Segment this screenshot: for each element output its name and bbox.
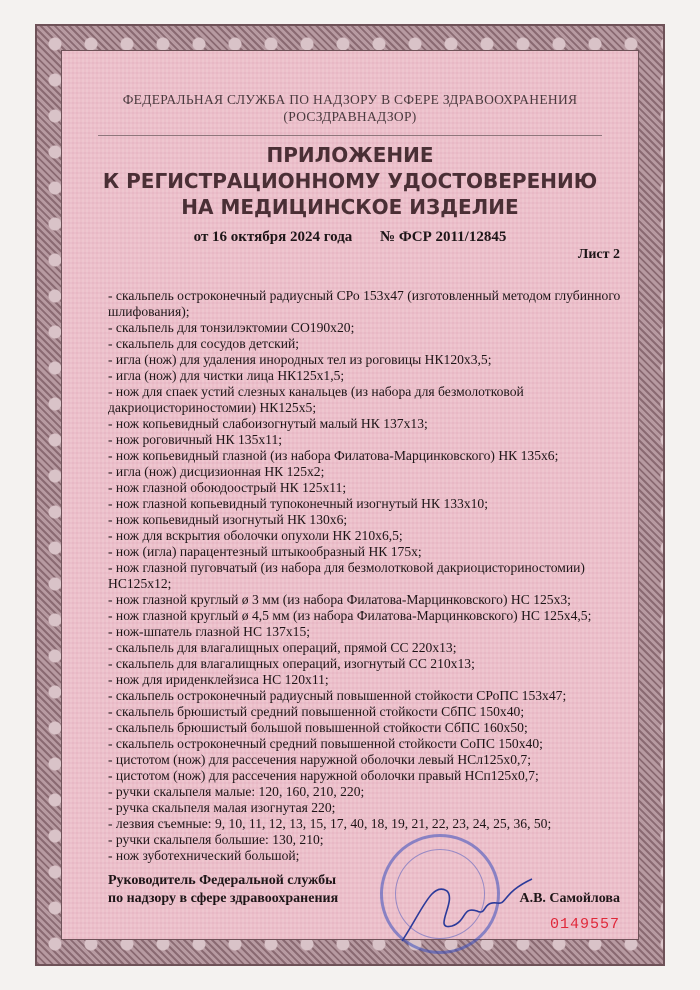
list-item: - ручки скальпеля малые: 120, 160, 210, 220;: [108, 784, 365, 799]
list-item: - нож зуботехнический большой;: [108, 848, 300, 863]
list-item: - лезвия съемные: 9, 10, 11, 12, 13, 15, 17, 40, 18, 19, 21, 22, 23, 24, 25, 36, 50;: [108, 816, 552, 831]
authority-abbreviation: (РОСЗДРАВНАДЗОР): [283, 109, 417, 124]
list-item: - скальпель для влагалищных операций, изогнутый СС 210х13;: [108, 656, 475, 671]
registration-number: № ФСР 2011/12845: [380, 229, 507, 245]
device-list: [108, 288, 638, 864]
header-divider: [98, 135, 602, 136]
list-item: - нож глазной обоюдоострый НК 125х11;: [108, 480, 347, 495]
list-item: - нож копьевидный слабоизогнутый малый НК 137х13;: [108, 416, 428, 431]
sheet-number: Лист 2: [577, 247, 620, 262]
list-item: - нож для вскрытия оболочки опухоли НК 210х6,5;: [108, 528, 403, 543]
list-item: - нож глазной круглый ø 4,5 мм (из набора Филатова-Марцинковского) НС 125х4,5;: [108, 608, 592, 623]
list-item: - игла (нож) для удаления инородных тел из роговицы НК120х3,5;: [108, 352, 492, 367]
list-item: - нож для ириденклейзиса НС 120х11;: [108, 672, 329, 687]
title-line-3: НА МЕДИЦИНСКОЕ ИЗДЕЛИЕ: [181, 195, 519, 219]
list-item: - нож глазной копьевидный тупоконечный изогнутый НК 133х10;: [108, 496, 488, 511]
ornamental-border: [35, 24, 665, 966]
list-item: - нож копьевидный изогнутый НК 130х6;: [108, 512, 348, 527]
list-item: - нож-шпатель глазной НС 137х15;: [108, 624, 311, 639]
list-item: - скальпель для тонзилэктомии СО190х20;: [108, 320, 355, 335]
position-line-1: Руководитель Федеральной службы: [108, 873, 337, 888]
document-title: [80, 142, 620, 220]
authority-name: ФЕДЕРАЛЬНАЯ СЛУЖБА ПО НАДЗОРУ В СФЕРЕ ЗДРАВООХРАНЕНИЯ: [122, 92, 578, 107]
registration-date: от 16 октября 2024 года: [193, 229, 353, 245]
list-item: - нож для спаек устий слезных канальцев (из набора для безмолотковой дакриоцисториностомии) НК125х5;: [108, 384, 524, 415]
list-item: - скальпель для сосудов детский;: [108, 336, 300, 351]
title-line-1: ПРИЛОЖЕНИЕ: [266, 143, 434, 167]
list-item: - нож (игла) парацентезный штыкообразный НК 175х;: [108, 544, 422, 559]
signature-block: [108, 872, 620, 934]
list-item: - игла (нож) для чистки лица НК125х1,5;: [108, 368, 345, 383]
list-item: - ручки скальпеля большие: 130, 210;: [108, 832, 324, 847]
position-line-2: по надзору в сфере здравоохранения: [108, 891, 339, 906]
list-item: - ручка скальпеля малая изогнутая 220;: [108, 800, 336, 815]
title-line-2: К РЕГИСТРАЦИОННОМУ УДОСТОВЕРЕНИЮ: [102, 169, 598, 193]
issuing-authority: [80, 91, 620, 125]
list-item: - нож глазной пуговчатый (из набора для безмолотковой дакриоцисториностомии) НС125х12;: [108, 560, 585, 591]
list-item: - нож копьевидный глазной (из набора Филатова-Марцинковского) НК 135х6;: [108, 448, 559, 463]
list-item: - нож глазной круглый ø 3 мм (из набора Филатова-Марцинковского) НС 125х3;: [108, 592, 571, 607]
list-item: - скальпель для влагалищных операций, прямой СС 220х13;: [108, 640, 457, 655]
serial-number: 0149557: [549, 916, 620, 933]
signatory-position: [108, 872, 388, 908]
list-item: - скальпель брюшистый средний повышенной стойкости СбПС 150х40;: [108, 704, 525, 719]
signer-name: А.В. Самойлова: [519, 891, 620, 906]
registration-line: [80, 228, 620, 246]
list-item: - скальпель остроконечный средний повышенной стойкости СоПС 150х40;: [108, 736, 543, 751]
list-item: - скальпель остроконечный радиусный СРо 153х47 (изготовленный методом глубинного шлифования);: [108, 288, 621, 319]
document-content: [62, 51, 638, 934]
list-item: - цистотом (нож) для рассечения наружной оболочки левый НСл125х0,7;: [108, 752, 531, 767]
list-item: - скальпель остроконечный радиусный повышенной стойкости СРоПС 153х47;: [108, 688, 567, 703]
list-item: - цистотом (нож) для рассечения наружной оболочки правый НСп125х0,7;: [108, 768, 539, 783]
list-item: - нож роговичный НК 135х11;: [108, 432, 283, 447]
document-sheet: [61, 50, 639, 940]
list-item: - скальпель брюшистый большой повышенной стойкости СбПС 160х50;: [108, 720, 528, 735]
list-item: - игла (нож) дисцизионная НК 125х2;: [108, 464, 325, 479]
